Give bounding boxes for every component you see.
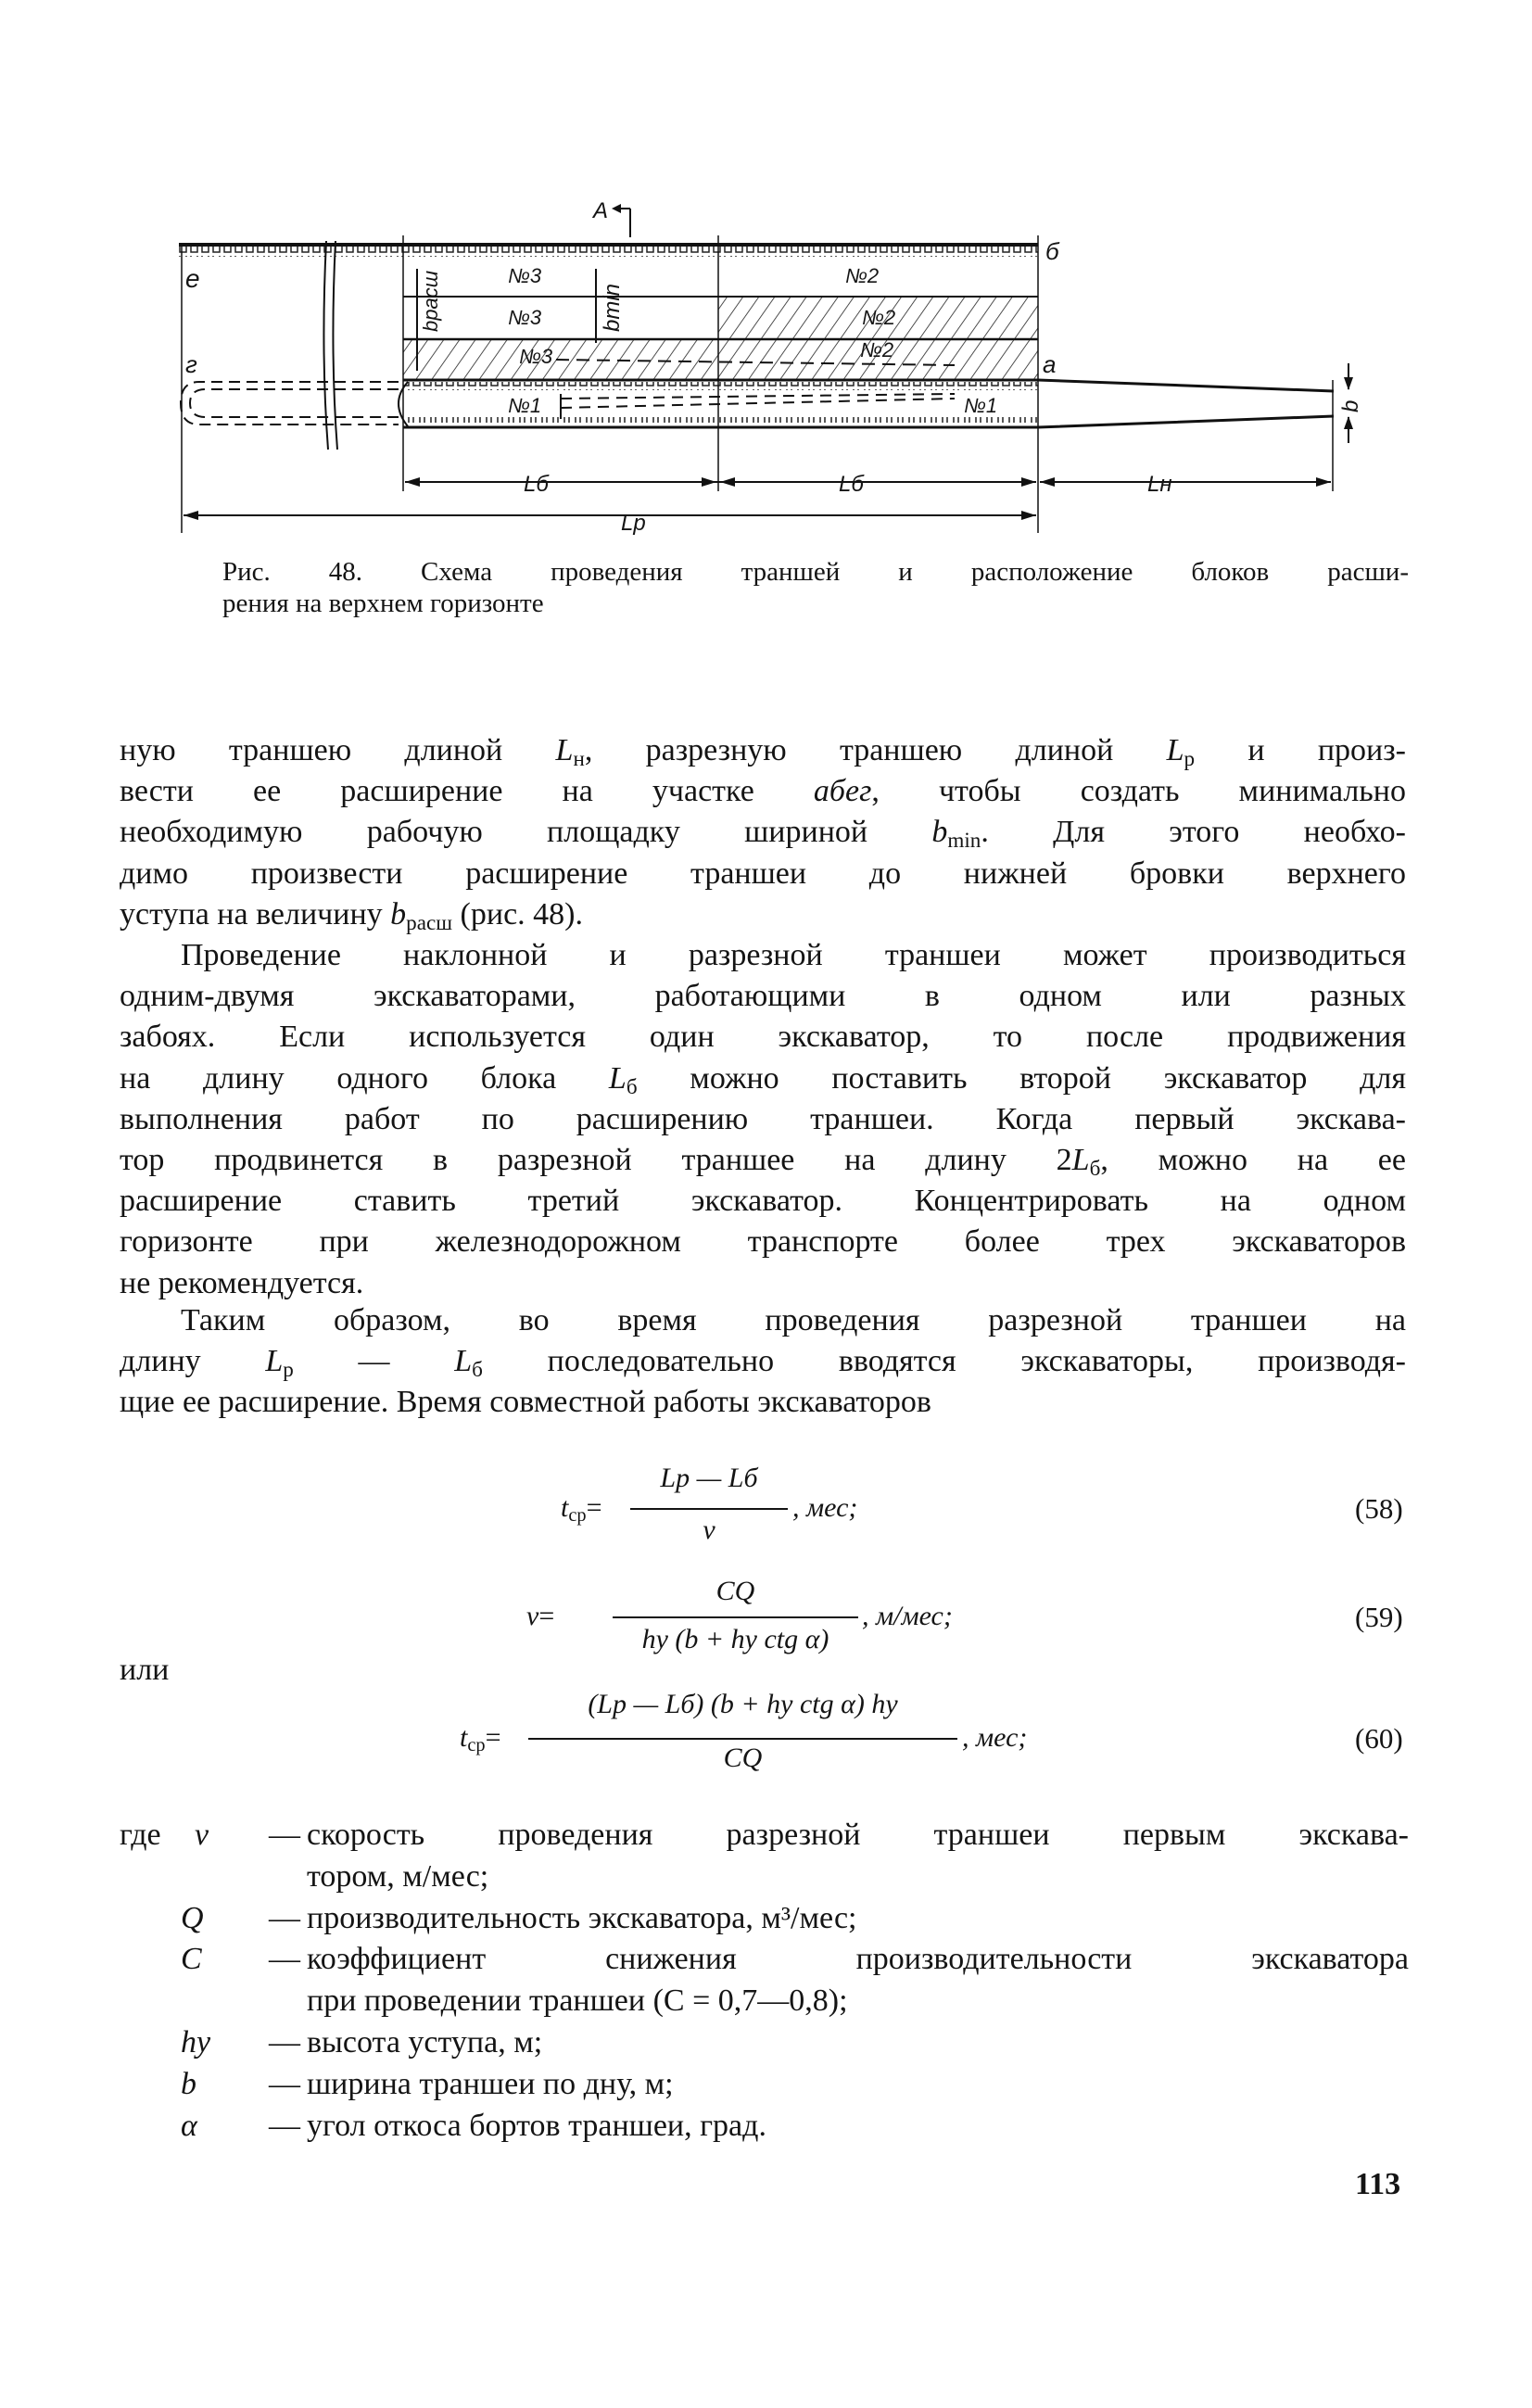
eq60-unit: , мес;: [962, 1722, 1028, 1753]
text-line: [120, 771, 1406, 812]
eq58-number: (58): [1355, 1492, 1403, 1525]
eq59-unit: , м/мес;: [862, 1601, 953, 1631]
label-Lb-1: Lб: [524, 472, 549, 497]
label-Lb-2: Lб: [839, 472, 864, 497]
block-2-middle: №2: [862, 306, 896, 329]
trench-scheme-figure: [0, 0, 1532, 556]
legend-description: при проведении траншеи (C = 0,7—0,8);: [307, 1983, 848, 2019]
legend-symbol: α: [181, 2108, 197, 2143]
legend-dash: —: [269, 2108, 300, 2143]
text-segment: б: [626, 1074, 638, 1099]
text-segment: L: [265, 1344, 284, 1379]
text-segment: Проведение наклонной и разрезной траншеи может производиться: [181, 938, 1406, 972]
label-Ln: Lн: [1147, 472, 1172, 497]
label-A: А: [593, 198, 609, 223]
block-3-middle: №3: [508, 306, 542, 329]
block-1-left: №1: [508, 394, 542, 417]
legend-description: высота уступа, м;: [307, 2025, 543, 2059]
text-segment: на длину одного блока: [120, 1060, 609, 1096]
figure-caption-line: Рис. 48. Схема проведения траншей и расположение блоков расши-: [222, 557, 1409, 587]
text-segment: можно поставить второй экскаватор для: [637, 1060, 1406, 1096]
legend-symbol: Q: [181, 1900, 204, 1935]
eq58-unit: , мес;: [792, 1492, 858, 1523]
text-segment: b: [931, 815, 948, 850]
eq58-equals: =: [586, 1492, 602, 1523]
cut-trench: [181, 380, 1334, 427]
eq60-lhs: t: [460, 1722, 468, 1753]
block-3-lower: №3: [519, 345, 553, 368]
text-segment: одним-двумя экскаваторами, работающими в одном или разных: [120, 979, 1406, 1014]
text-line: [120, 1341, 1406, 1382]
legend-dash: —: [269, 1818, 300, 1852]
eq58-fraction-bar: [630, 1508, 788, 1510]
top-bench-edge: [179, 245, 1038, 257]
eq59-equals: =: [538, 1601, 555, 1631]
eq58-numerator: Lр — Lб: [660, 1463, 758, 1493]
legend-symbol: C: [181, 1942, 202, 1977]
text-segment: —: [293, 1344, 455, 1379]
hatched-blocks: [403, 297, 1038, 380]
text-line: [120, 1058, 1406, 1099]
label-b-min: bmin: [600, 283, 625, 332]
text-segment: расширение ставить третий экскаватор. Концентрировать на одном: [120, 1184, 1406, 1219]
eq58-lhs: t: [561, 1492, 569, 1523]
text-line: [120, 1099, 1406, 1140]
text-segment: , можно на ее: [1100, 1143, 1406, 1177]
text-line: [120, 894, 1406, 935]
eq59-numerator: CQ: [715, 1576, 755, 1606]
text-segment: димо произвести расширение траншеи до нижней бровки верхнего: [120, 855, 1406, 891]
text-segment: р: [1184, 746, 1196, 771]
text-segment: б: [472, 1357, 483, 1382]
label-a: а: [1043, 350, 1057, 378]
text-segment: абег: [813, 774, 872, 809]
text-line: [120, 1263, 1406, 1304]
text-segment: расш: [406, 910, 453, 935]
text-line: [181, 1300, 1406, 1341]
text-segment: L: [1071, 1143, 1090, 1177]
text-segment: L: [608, 1060, 627, 1096]
legend-description: коэффициент снижения производительности экскаватора: [307, 1942, 1409, 1977]
block-2-lower: №2: [860, 338, 894, 361]
figure-caption-line: рения на верхнем горизонте: [222, 589, 544, 618]
text-segment: длину: [120, 1344, 266, 1379]
text-segment: уступа на величину: [120, 896, 391, 932]
text-segment: , разрезную траншею длиной: [584, 733, 1167, 767]
text-segment: и произ-: [1195, 733, 1406, 767]
text-segment: (рис. 48).: [452, 896, 583, 932]
eq58-lhs-sub: ср: [568, 1505, 587, 1527]
text-segment: L: [454, 1344, 473, 1379]
legend-where: где: [120, 1818, 161, 1852]
text-segment: н: [573, 746, 585, 771]
block-1-right: №1: [964, 394, 998, 417]
legend-description: угол откоса бортов траншеи, град.: [307, 2108, 766, 2143]
text-segment: . Для этого необхо-: [981, 815, 1407, 850]
eq58-denominator: v: [703, 1515, 715, 1545]
legend-symbol: hу: [181, 2025, 211, 2059]
legend-dash: —: [269, 2025, 300, 2059]
eq59-lhs: v: [526, 1601, 539, 1631]
text-line: [120, 730, 1406, 771]
text-segment: b: [390, 896, 407, 932]
legend-dash: —: [269, 1942, 300, 1977]
text-segment: вести ее расширение на участке: [120, 774, 814, 809]
text-line: [181, 935, 1406, 976]
eq60-number: (60): [1355, 1722, 1403, 1755]
label-e: е: [185, 264, 200, 293]
text-segment: L: [1166, 733, 1184, 767]
eq60-equals: =: [485, 1722, 501, 1753]
eq59-number: (59): [1355, 1601, 1403, 1633]
label-g: г: [185, 350, 197, 378]
text-line: [120, 976, 1406, 1017]
legend-description: тором, м/мес;: [307, 1858, 489, 1894]
legend-dash: —: [269, 1900, 300, 1935]
label-Lp: Lр: [621, 511, 646, 536]
eq60-numerator: (Lр — Lб) (b + hу ctg α) hу: [588, 1689, 898, 1719]
text-segment: горизонте при железнодорожном транспорте более трех экскаваторов: [120, 1224, 1406, 1260]
label-b-top: б: [1045, 237, 1059, 265]
block-2-upper: №2: [845, 264, 880, 287]
text-line: [120, 812, 1406, 853]
eq60-fraction-bar: [528, 1738, 957, 1740]
legend-description: скорость проведения разрезной траншеи первым экскава-: [307, 1818, 1409, 1852]
legend-dash: —: [269, 2066, 300, 2101]
legend-description: производительность экскаватора, м³/мес;: [307, 1900, 857, 1935]
text-line: [120, 1140, 1406, 1181]
text-segment: тор продвинется в разрезной траншее на длину 2: [120, 1143, 1072, 1177]
text-segment: щие ее расширение. Время совместной работы экскаваторов: [120, 1385, 931, 1420]
text-segment: , чтобы создать минимально: [871, 774, 1406, 809]
text-line: [120, 1181, 1406, 1222]
legend-symbol: v: [195, 1818, 209, 1852]
or-word: или: [120, 1653, 170, 1687]
text-segment: Таким образом, во время проведения разрезной траншеи на: [181, 1303, 1406, 1337]
label-b-rasch: bрасш: [419, 271, 442, 332]
text-segment: б: [1089, 1156, 1101, 1181]
text-segment: р: [283, 1357, 294, 1382]
eq60-lhs-sub: ср: [467, 1735, 486, 1756]
legend-description: ширина траншеи по дну, м;: [307, 2066, 674, 2101]
text-segment: min: [947, 829, 981, 854]
text-segment: ную траншею длиной: [120, 733, 556, 767]
block-3-upper: №3: [508, 264, 542, 287]
text-segment: не рекомендуется.: [120, 1265, 364, 1300]
eq59-denominator: hу (b + hу ctg α): [641, 1624, 829, 1654]
text-segment: забоях. Если используется один экскаватор, то после продвижения: [120, 1020, 1406, 1055]
text-line: [120, 1382, 1406, 1423]
text-line: [120, 854, 1406, 894]
eq60-denominator: CQ: [723, 1743, 763, 1773]
text-segment: последовательно вводятся экскаваторы, производя-: [482, 1344, 1406, 1379]
page-number: 113: [1355, 2167, 1401, 2201]
legend-symbol: b: [181, 2066, 196, 2101]
text-line: [120, 1017, 1406, 1058]
text-segment: L: [555, 733, 574, 767]
text-segment: выполнения работ по расширению траншеи. Когда первый экскава-: [120, 1101, 1406, 1136]
label-b-dim: b: [1338, 399, 1363, 412]
eq59-fraction-bar: [613, 1616, 858, 1618]
text-segment: необходимую рабочую площадку шириной: [120, 815, 932, 850]
text-line: [120, 1222, 1406, 1262]
